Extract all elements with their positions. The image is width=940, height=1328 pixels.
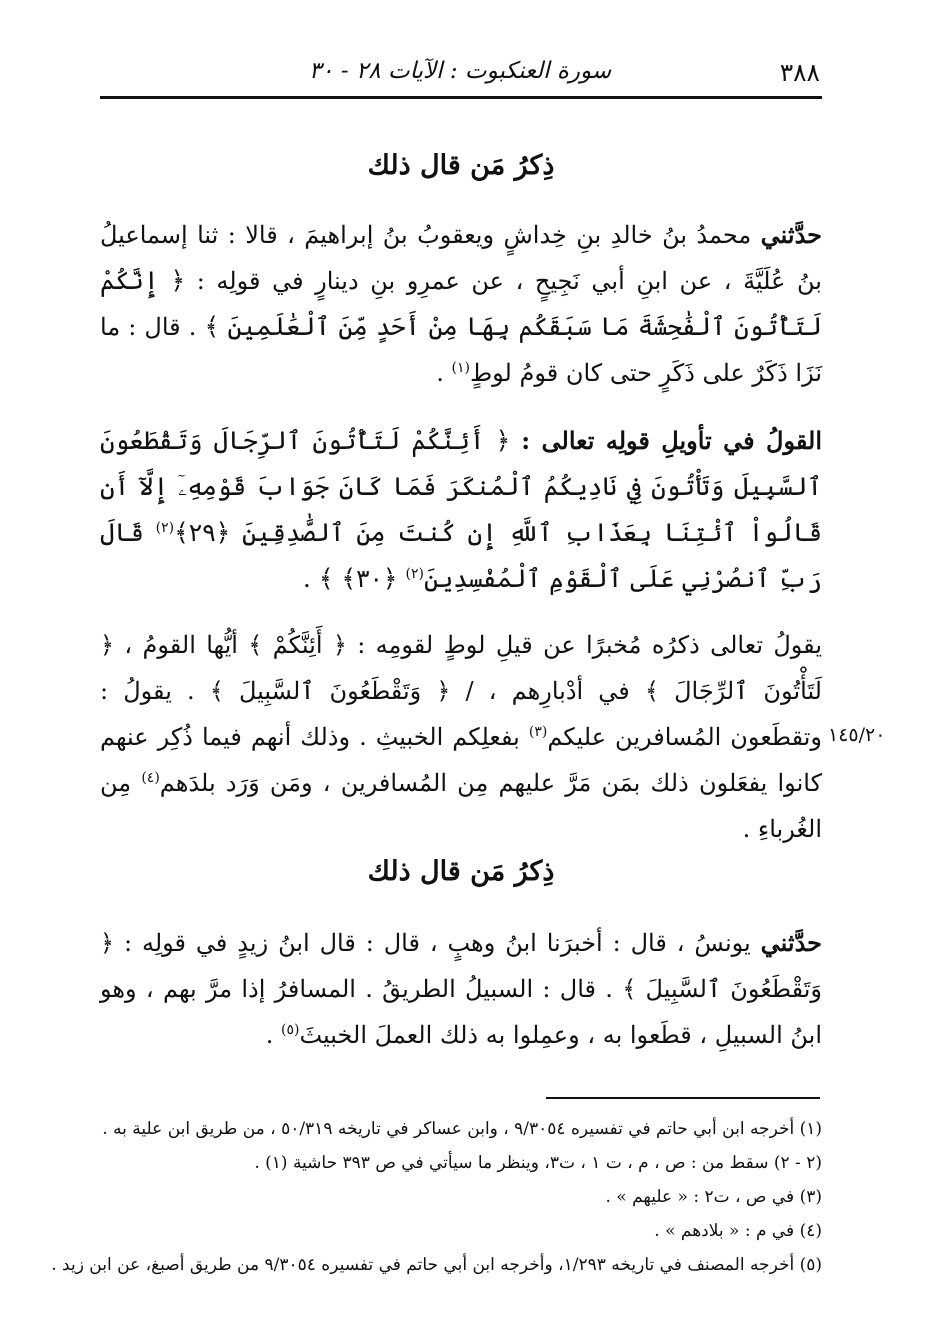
paragraph-3: [100, 622, 822, 852]
header-rule: [100, 96, 822, 99]
footnote-4: (٤) في م : « بلادهم » .: [654, 1221, 822, 1241]
paragraph-1: [100, 212, 822, 396]
paragraph-3-text-a: يقولُ تعالى ذكرُه مُخبرًا عن قيلِ لوطٍ لقومِه : ﴿ أَئِنَّكُمْ ﴾ أيُّها القومُ ، ﴿ لَتَأْتُونَ ٱلرِّجَالَ ﴾ في أدْبارِهم ، / ﴿ وَتَقْطَعُونَ ٱلسَّبِيلَ ﴾ . يقولُ : وتقطَعون المُسافرين عليكم: [100, 631, 823, 751]
paragraph-2-lead: القولُ في تأويلِ قولِه تعالى :: [521, 426, 822, 455]
paragraph-4: [100, 920, 822, 1058]
paragraph-1-end: .: [436, 359, 452, 387]
paragraph-4-end: .: [265, 1021, 282, 1049]
running-title: سورة العنكبوت : الآيات ٢٨ - ٣٠: [308, 58, 612, 84]
footnote-rule: [546, 1097, 820, 1099]
footnote-ref-3: (٣): [528, 724, 548, 740]
footnote-ref-2b: (٢): [405, 566, 424, 582]
quran-verse-2b: قَالَ رَبِّ ٱنصُرْنِي عَلَى ٱلْقَوْمِ ٱلْمُفْسِدِينَ: [100, 518, 822, 593]
margin-reference: ١٤٥/٢٠: [828, 724, 886, 746]
footnote-ref-2a: (٢): [155, 520, 175, 536]
footnote-ref-1: (١): [451, 360, 470, 376]
footnote-1: (١) أخرجه ابن أبي حاتم في تفسيره ٩/٣٠٥٤ ، وابن عساكر في تاريخه ٥٠/٣١٩ ، من طريق ابن علية به .: [102, 1119, 822, 1139]
section-heading-2: ذِكرُ مَن قال ذلك: [367, 856, 555, 887]
quran-verse-2c: ﴿٣٠﴾ ﴾ .: [302, 564, 406, 593]
footnote-5: (٥) أخرجه المصنف في تاريخه ١/٢٩٣، وأخرجه ابن أبي حاتم في تفسيره ٩/٣٠٥٤ من طريق أصبغ، عن ابن زيد .: [51, 1255, 822, 1275]
footnote-ref-4: (٤): [141, 770, 160, 786]
page-header: [100, 52, 820, 92]
quran-verse-2a: ﴿ أَئِنَّكُمْ لَتَأْتُونَ ٱلرِّجَالَ وَتَقْطَعُونَ ٱلسَّبِيلَ وَتَأْتُونَ فِي نَادِيكُمُ ٱلْمُنكَرَ فَمَا كَانَ جَوَابَ قَوْمِهِۦٓ إِلَّآ أَن قَالُواْ ٱئْتِنَا بِعَذَابِ ٱللَّهِ إِن كُنتَ مِنَ ٱلصَّٰدِقِينَ ﴿٢٩﴾: [100, 426, 822, 547]
footnote-3: (٣) في ص ، ت٢ : « عليهم » .: [605, 1187, 822, 1207]
page-number: ٣٨٨: [779, 58, 820, 87]
paragraph-3-text-c: مِن الغُرباءِ .: [100, 769, 822, 843]
footnote-ref-5: (٥): [281, 1022, 300, 1038]
paragraph-1-text-a: محمدُ بنُ خالدِ بنِ خِداشٍ ويعقوبُ بنُ إبراهيمَ ، قالا : ثنا إسماعيلُ بنُ عُلَيَّةَ ، عن ابنِ أبي نَجِيحٍ ، عن عمرِو بنِ دينارٍ في قولِه :: [100, 221, 822, 295]
paragraph-2: [100, 418, 822, 602]
footnote-2: (٢ - ٢) سقط من : ص ، م ، ت ١ ، ت٣، وينظر ما سيأتي في ص ٣٩٣ حاشية (١) .: [254, 1153, 822, 1173]
paragraph-1-text-b: . قال : ما نَزَا ذَكَرٌ على ذَكَرٍ حتى كان قومُ لوطٍ: [100, 313, 822, 387]
quran-verse-1: ﴿ إِنَّكُمْ لَتَأْتُونَ ٱلْفَٰحِشَةَ مَا سَبَقَكُم بِهَا مِنْ أَحَدٍ مِّنَ ٱلْعَٰلَمِينَ ﴾: [100, 266, 823, 341]
paragraph-3-text-b: بفعلِكم الخبيثِ . وذلك أنهم فيما ذُكِر عنهم كانوا يفعَلون ذلك بمَن مَرَّ عليهم مِن المُسافرين ، ومَن وَرَد بلدَهم: [100, 723, 822, 797]
paragraph-4-text-a: يونسُ ، قال : أخبرَنا ابنُ وهبٍ ، قال : قال ابنُ زيدٍ في قولِه : ﴿ وَتَقْطَعُونَ ٱلسَّبِيلَ ﴾ . قال : السبيلُ الطريقُ . المسافرُ إذا مرَّ بهم ، وهو ابنُ السبيلِ ، قطَعوا به ، وعمِلوا به ذلك العملَ الخبيثَ: [100, 929, 822, 1049]
section-heading-1: ذِكرُ مَن قال ذلك: [367, 150, 555, 181]
paragraph-4-lead: حدَّثني: [760, 928, 822, 957]
paragraph-1-lead: حدَّثني: [760, 220, 822, 249]
footnotes: [51, 1112, 822, 1282]
